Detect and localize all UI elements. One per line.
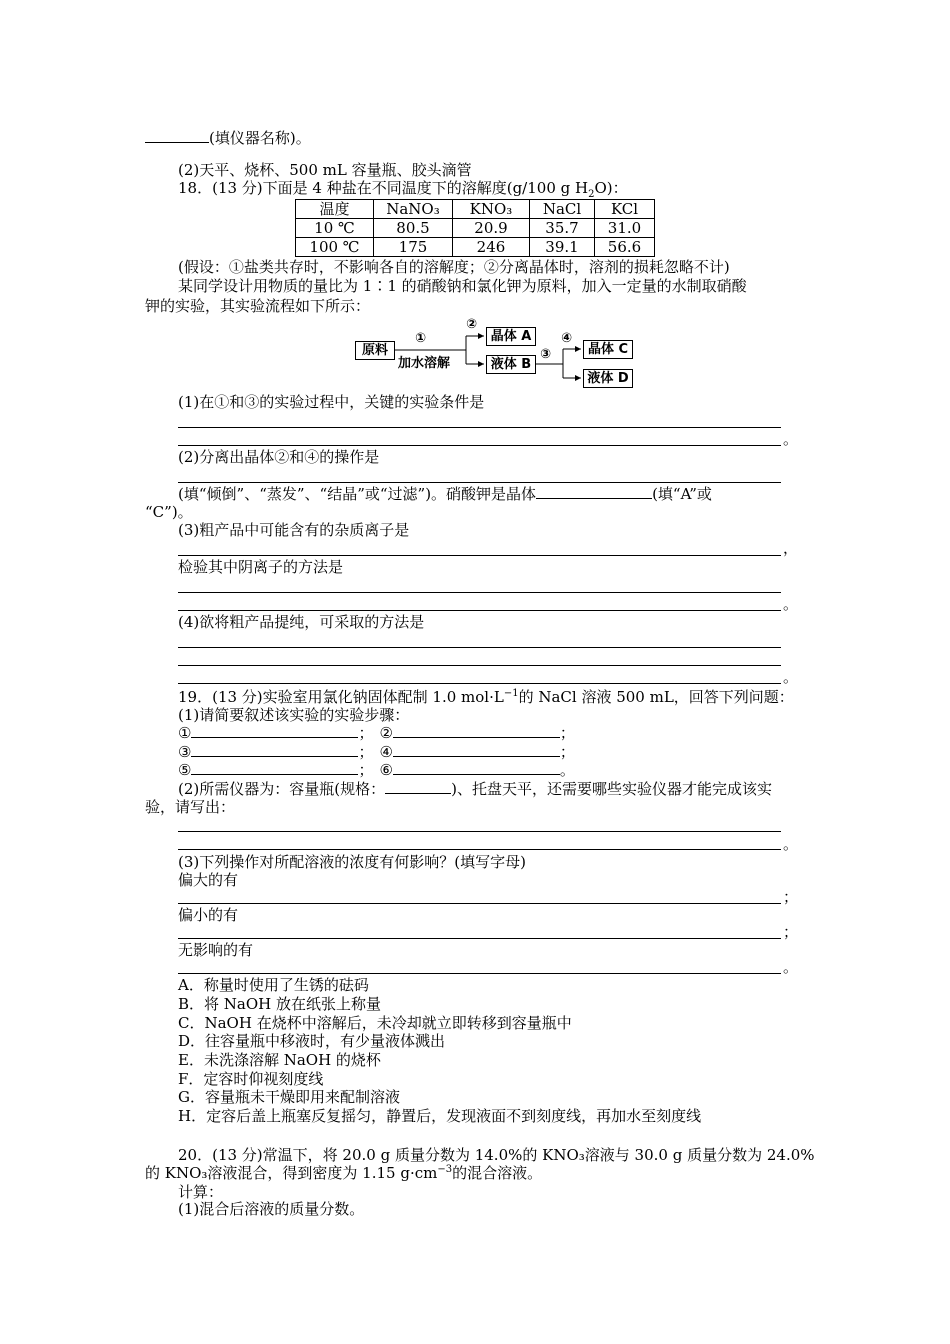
answer-blank (191, 760, 358, 775)
q20-part-1: (1)混合后溶液的质量分数。 (178, 1200, 365, 1218)
q18-part-2-fill-text: (填“倾倒”、“蒸发”、“结晶”或“过滤”)。硝酸钾是晶体 (178, 485, 537, 503)
answer-line (178, 647, 781, 648)
q19-part-3: (3)下列操作对所配溶液的浓度有何影响？(填写字母) (178, 853, 526, 871)
table-cell: 175 (374, 238, 453, 257)
option-item: F．定容时仰视刻度线 (178, 1070, 324, 1088)
end-period: 。 (783, 595, 799, 613)
step-marker: ② (379, 724, 393, 742)
flow-step-4: ④ (561, 331, 573, 346)
q18-header-end: O)： (594, 179, 628, 197)
q18-part-2-fill-end: (填“A”或 (652, 485, 712, 503)
table-cell: 56.6 (595, 238, 655, 257)
q19-part-2 (178, 779, 772, 799)
q20-line-1: 20．(13 分)常温下，将 20.0 g 质量分数为 14.0%的 KNO₃溶液与 30.0 g 质量分数为 24.0% (178, 1146, 815, 1164)
q18-assumption: (假设：①盐类共存时，不影响各自的溶解度；②分离晶体时，溶剂的损耗忽略不计) (178, 258, 730, 276)
q20-line-2-end: 的混合溶液。 (452, 1164, 543, 1182)
end-period: 。 (783, 668, 799, 686)
q20-line-2-text: 的 KNO₃溶液混合，得到密度为 1.15 g·cm (145, 1164, 438, 1182)
table-header-cell: NaCl (530, 200, 595, 219)
table-cell: 246 (453, 238, 530, 257)
flow-box-raw: 原料 (355, 341, 395, 360)
table-header-cell: KNO₃ (453, 200, 530, 219)
option-item: D．往容量瓶中移液时，有少量液体溅出 (178, 1032, 446, 1050)
q19-steps-row (178, 742, 575, 762)
table-cell: 31.0 (595, 219, 655, 238)
q18-part-2-fill (178, 484, 712, 504)
end-semicolon: ； (783, 888, 799, 906)
arrowhead (478, 333, 484, 339)
end-period: 。 (783, 430, 799, 448)
table-cell: 100 ℃ (296, 238, 374, 257)
option-item: E．未洗涤溶解 NaOH 的烧杯 (178, 1051, 381, 1069)
end-period: 。 (783, 835, 799, 853)
answer-blank (536, 484, 652, 499)
answer-blank (393, 760, 560, 775)
flow-step-2: ② (466, 317, 478, 332)
step-marker: ③ (178, 743, 192, 761)
answer-line (178, 849, 781, 850)
q19-header-text: 19．(13 分)实验室用氯化钠固体配制 1.0 mol·L (178, 688, 504, 706)
option-item: C．NaOH 在烧杯中溶解后，未冷却就立即转移到容量瓶中 (178, 1014, 572, 1032)
option-item: A．称量时使用了生锈的砝码 (178, 976, 369, 994)
table-header-cell: KCl (595, 200, 655, 219)
answer-blank (191, 742, 358, 757)
option-item: H．定容后盖上瓶塞反复摇匀，静置后，发现液面不到刻度线，再加水至刻度线 (178, 1107, 702, 1125)
table-cell: 20.9 (453, 219, 530, 238)
flow-box-crystal-a: 晶体 A (486, 327, 536, 346)
answer-line (178, 973, 781, 974)
table-header-cell: NaNO₃ (374, 200, 453, 219)
separator: ； (559, 743, 575, 761)
q19-part-2-cont: )、托盘天平，还需要哪些实验仪器才能完成该实 (451, 780, 772, 798)
option-item: G．容量瓶未干燥即用来配制溶液 (178, 1088, 400, 1106)
step-marker: ⑤ (178, 761, 192, 779)
separator: ； (559, 724, 575, 742)
end-semicolon: ； (783, 923, 799, 941)
flow-connectors (0, 0, 950, 400)
answer-blank (191, 723, 358, 738)
answer-line (178, 831, 781, 832)
arrowhead (575, 375, 581, 381)
q18-part-2: (2)分离出晶体②和④的操作是 (178, 448, 380, 466)
option-item: B．将 NaOH 放在纸张上称量 (178, 995, 382, 1013)
q20-calc: 计算： (178, 1183, 224, 1201)
flow-step-3: ③ (540, 347, 552, 362)
flow-box-crystal-c: 晶体 C (583, 340, 633, 359)
q19-steps-row (178, 760, 575, 780)
q19-low-label: 偏小的有 (178, 906, 239, 924)
q18-intro-1: 某同学设计用物质的量比为 1∶1 的硝酸钠和氯化钾为原料，加入一定量的水制取硝酸 (178, 277, 747, 295)
q19-high-label: 偏大的有 (178, 871, 239, 889)
separator: 。 (559, 761, 575, 779)
end-period: 。 (783, 958, 799, 976)
separator: ； (358, 761, 374, 779)
q19-header-end: 的 NaCl 溶液 500 mL，回答下列问题： (518, 688, 794, 706)
top-answer-2: (2)天平、烧杯、500 mL 容量瓶、胶头滴管 (178, 161, 472, 179)
q19-header-sup: −1 (503, 688, 519, 699)
answer-line (178, 555, 781, 556)
answer-line (178, 427, 781, 428)
answer-line (178, 445, 781, 446)
answer-line (178, 482, 781, 483)
q19-part-2-end: 验，请写出： (145, 798, 236, 816)
table-cell: 80.5 (374, 219, 453, 238)
flow-step-1: ① (415, 331, 427, 346)
table-cell: 39.1 (530, 238, 595, 257)
flow-box-liquid-b: 液体 B (486, 355, 536, 374)
q19-none-label: 无影响的有 (178, 941, 254, 959)
step-marker: ④ (379, 743, 393, 761)
q18-intro-2: 钾的实验，其实验流程如下所示： (145, 297, 371, 315)
answer-line (178, 610, 781, 611)
q18-part-3: (3)粗产品中可能含有的杂质离子是 (178, 521, 410, 539)
q18-header-text: 18．(13 分)下面是 4 种盐在不同温度下的溶解度(g/100 g H (178, 179, 589, 197)
flow-box-liquid-d: 液体 D (583, 369, 633, 388)
q20-line-2-sup: −3 (437, 1164, 453, 1175)
arrowhead (575, 346, 581, 352)
step-marker: ⑥ (379, 761, 393, 779)
answer-line (178, 683, 781, 684)
table-cell: 35.7 (530, 219, 595, 238)
arrowhead (478, 361, 484, 367)
q18-part-3-anion: 检验其中阴离子的方法是 (178, 558, 344, 576)
answer-blank (393, 742, 560, 757)
answer-line (178, 665, 781, 666)
separator: ； (358, 743, 374, 761)
q19-part-1: (1)请简要叙述该实验的实验步骤： (178, 706, 410, 724)
step-marker: ① (178, 724, 192, 742)
flow-step-1-label: 加水溶解 (398, 356, 451, 371)
q18-part-4: (4)欲将粗产品提纯，可采取的方法是 (178, 613, 425, 631)
answer-line (178, 938, 781, 939)
answer-line (178, 592, 781, 593)
q19-part-2-text: (2)所需仪器为：容量瓶(规格： (178, 780, 386, 798)
answer-line (178, 903, 781, 904)
end-comma: ， (783, 539, 799, 557)
table-header-cell: 温度 (296, 200, 374, 219)
answer-blank (393, 723, 560, 738)
q18-part-1: (1)在①和③的实验过程中，关键的实验条件是 (178, 393, 485, 411)
q20-line-2 (145, 1163, 542, 1183)
q18-part-2-fill-cont: “C”)。 (145, 503, 193, 521)
q19-steps-row (178, 723, 575, 743)
top-fill-text: (填仪器名称)。 (209, 129, 311, 147)
q18-header-sub: 2 (588, 189, 595, 200)
separator: ； (358, 724, 374, 742)
answer-blank (385, 779, 451, 794)
q19-header (178, 687, 794, 707)
table-cell: 10 ℃ (296, 219, 374, 238)
